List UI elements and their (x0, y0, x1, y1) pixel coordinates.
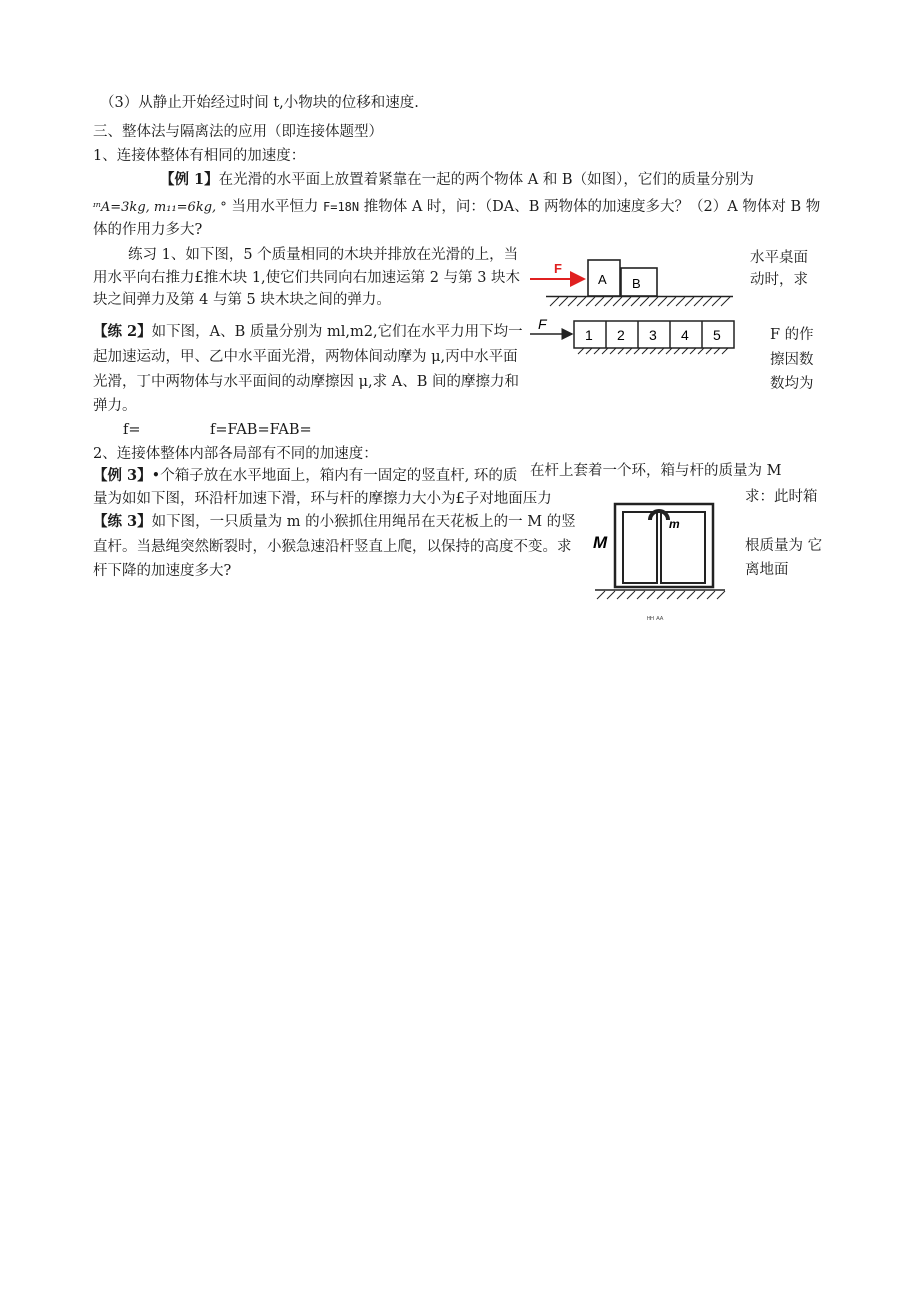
section-heading-3: 三、整体法与隔离法的应用（即连接体题型） (93, 124, 383, 140)
block-1-label: 1 (585, 327, 593, 343)
example-1-tag: 【例 1】 (160, 171, 219, 188)
box-inner-right (661, 512, 705, 583)
practice-2-side-2: 擦因数 (770, 352, 814, 368)
practice-2-text: 如下图，A、B 质量分别为 ml,m2,它们在水平力用下均一 (151, 324, 523, 340)
box-inner-left (623, 512, 657, 583)
example-1-force: F=18N (323, 200, 360, 214)
practice-1-line-2: 用水平向右推力£推木块 1,使它们共同向右加速运第 2 与第 3 块木 (93, 270, 521, 286)
practice-1-line-1: 练习 1、如下图，5 个质量相同的木块并排放在光滑的上，当 (128, 247, 519, 263)
practice-2-line-4: 弹力。 (93, 398, 137, 414)
practice-3-text: 如下图，一只质量为 m 的小猴抓住用绳吊在天花板上的一 M 的竖 (151, 514, 576, 530)
example-1-line-2 (93, 197, 820, 218)
question-3: （3）从静止开始经过时间 t,小物块的位移和速度. (100, 95, 419, 111)
block-2-label: 2 (617, 327, 625, 343)
practice-1-side-2: 动时，求 (750, 272, 808, 288)
example-1-text-2a: 当用水平恒力 (231, 199, 319, 215)
practice-2-side-3: 数均为 (770, 376, 814, 392)
practice-2-line-3: 光滑，丁中两物体与水平面间的动摩擦因 μ,求 A、B 间的摩擦力和 (93, 374, 519, 390)
block-3-label: 3 (649, 327, 657, 343)
practice-3-side-2: 离地面 (745, 562, 789, 578)
practice-2-line-2: 起加速运动，甲、乙中水平面光滑，两物体间动摩为 μ,丙中水平面 (93, 349, 518, 365)
formula-fab: f=FAB=FAB= (210, 422, 312, 438)
example-3-line-1 (93, 466, 517, 486)
figure-caption: ᴴᴴ ᴬᴬ (647, 615, 664, 624)
practice-3-line-3: 杆下降的加速度多大? (93, 563, 232, 579)
practice-2-side-1: F 的作 (770, 327, 814, 343)
force-label-ab: F (554, 261, 562, 276)
force-label-five: F (538, 316, 547, 332)
block-b-label: B (632, 276, 641, 291)
example-3-line-2: 量为如如下图，环沿杆加速下滑，环与杆的摩擦力大小为£子对地面压力 (93, 491, 552, 507)
ground-hatch-box (597, 591, 725, 599)
example-1-text: 在光滑的水平面上放置着紧靠在一起的两个物体 A 和 B（如图），它们的质量分别为 (218, 172, 754, 188)
example-3-side-2: 求：此时箱 (745, 489, 818, 505)
practice-2-line-1 (93, 322, 523, 342)
example-1-masses: ᶦⁿA=3kg, m₁₁=6kg, ° (93, 200, 227, 215)
example-1-line-1 (160, 170, 754, 190)
ground-hatch-ab (550, 297, 730, 306)
block-5-label: 5 (713, 327, 721, 343)
example-1-line-3: 体的作用力多大? (93, 222, 203, 238)
practice-1-line-3: 块之间弹力及第 4 与第 5 块木块之间的弹力。 (93, 292, 391, 308)
example-1-text-2b: 推物体 A 时，问：（DA、B 两物体的加速度多大？（2）A 物体对 B 物 (363, 199, 821, 215)
formula-f: f= (123, 422, 141, 438)
figure-box-rod (585, 498, 730, 626)
example-3-text: •个箱子放在水平地面上，箱内有一固定的竖直杆, 环的质 (151, 468, 518, 484)
block-a-label: A (598, 272, 607, 287)
figure-five-blocks (528, 315, 738, 355)
practice-1-side-1: 水平桌面 (750, 250, 808, 266)
figure-ab-blocks (528, 258, 738, 310)
ground-hatch-five (578, 348, 728, 354)
practice-3-side-1: 根质量为 它 (745, 538, 823, 554)
example-3-tag: 【例 3】 (93, 467, 152, 484)
example-3-side-1: 在杆上套着一个环，箱与杆的质量为 M (530, 463, 782, 479)
subheading-2: 2、连接体整体内部各局部有不同的加速度： (93, 446, 378, 462)
practice-3-tag: 【练 3】 (93, 513, 152, 530)
practice-3-line-1 (93, 512, 576, 532)
block-4-label: 4 (681, 327, 689, 343)
subheading-1: 1、连接体整体有相同的加速度： (93, 148, 306, 164)
mass-label-small-m: m (669, 517, 680, 531)
practice-3-line-2: 直杆。当悬绳突然断裂时，小猴急速沿杆竖直上爬，以保持的高度不变。求 (93, 539, 572, 555)
mass-label-big-m: M (593, 533, 608, 552)
practice-2-tag: 【练 2】 (93, 323, 152, 340)
